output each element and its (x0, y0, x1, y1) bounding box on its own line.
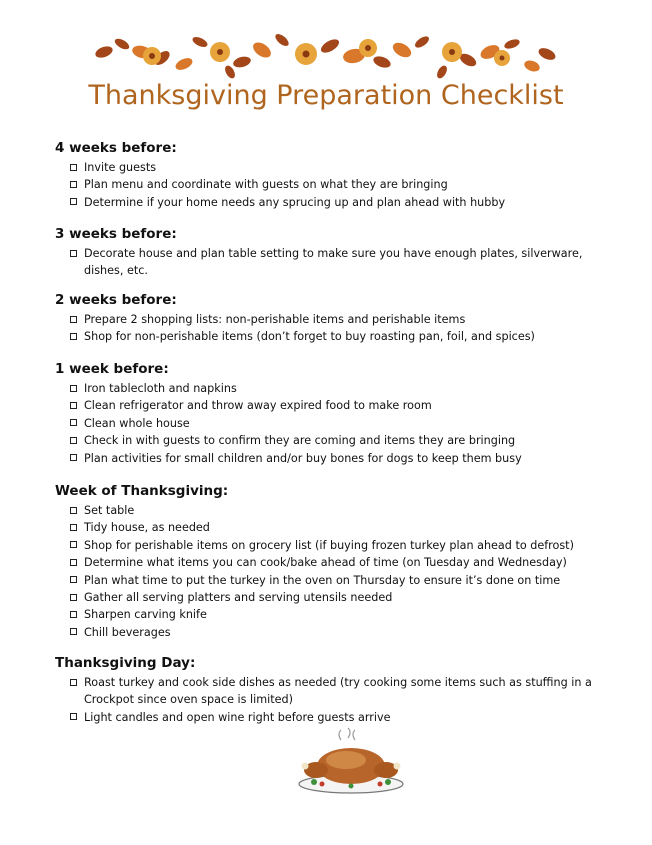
checkbox-icon (70, 559, 77, 566)
checklist-item-text: Check in with guests to confirm they are coming and items they are bringing (84, 434, 516, 448)
checklist-item-text: Plan what time to put the turkey in the oven on Thursday to ensure it’s done on time (84, 573, 561, 587)
section-heading: 2 weeks before: (55, 292, 177, 308)
checkbox-icon (70, 316, 77, 323)
checkbox-icon (70, 454, 77, 461)
checklist-item (55, 450, 615, 467)
page-title: Thanksgiving Preparation Checklist (88, 80, 564, 111)
checklist-item (55, 328, 615, 345)
checklist-item (55, 537, 615, 554)
checklist-item (55, 554, 615, 571)
checklist-item-text: Shop for perishable items on grocery list (if buying frozen turkey plan ahead to defrost) (84, 538, 574, 552)
checkbox-icon (70, 419, 77, 426)
checklist-section (55, 292, 615, 346)
checklist-section (55, 655, 615, 726)
checklist-item-text: Chill beverages (84, 625, 171, 639)
checklist-item-text: Tidy house, as needed (84, 521, 210, 535)
checklist-item-text: Shop for non-perishable items (don’t forget to buy roasting pan, foil, and spices) (84, 330, 535, 344)
checkbox-icon (70, 713, 77, 720)
checkbox-icon (70, 611, 77, 618)
checkbox-icon (70, 679, 77, 686)
checkbox-icon (70, 541, 77, 548)
checklist-item (55, 709, 615, 726)
checkbox-icon (70, 507, 77, 514)
section-heading: 3 weeks before: (55, 226, 177, 242)
checkbox-icon (70, 164, 77, 171)
checklist-item-text: Sharpen carving knife (84, 608, 207, 622)
checkbox-icon (70, 402, 77, 409)
checklist-item (55, 432, 615, 449)
checklist-item-text: Determine if your home needs any sprucing up and plan ahead with hubby (84, 195, 506, 209)
checkbox-icon (70, 181, 77, 188)
section-heading: 4 weeks before: (55, 140, 177, 156)
checklist-item (55, 176, 615, 193)
checklist-section (55, 361, 615, 467)
checkbox-icon (70, 594, 77, 601)
checklist-item (55, 380, 615, 397)
checklist-item-text: Invite guests (84, 161, 157, 174)
checklist-item (55, 397, 615, 414)
checkbox-icon (70, 628, 77, 635)
checklist-item (55, 502, 615, 519)
autumn-leaf-garland-illustration (92, 22, 562, 84)
checkbox-icon (70, 524, 77, 531)
checkbox-icon (70, 576, 77, 583)
checklist-item-text: Set table (84, 504, 135, 517)
roast-turkey-illustration (296, 726, 406, 796)
checklist-section (55, 483, 615, 641)
checklist-item-text: Light candles and open wine right before guests arrive (84, 710, 391, 724)
section-heading: Thanksgiving Day: (55, 655, 196, 671)
checklist-item (55, 674, 615, 709)
checkbox-icon (70, 198, 77, 205)
checklist-item-text: Clean refrigerator and throw away expired food to make room (84, 399, 432, 413)
checklist-item-text: Prepare 2 shopping lists: non-perishable items and perishable items (84, 313, 466, 326)
checkbox-icon (70, 437, 77, 444)
section-heading: 1 week before: (55, 361, 169, 377)
checklist-section (55, 226, 615, 280)
checkbox-icon (70, 385, 77, 392)
checklist-item-text: Decorate house and plan table setting to make sure you have enough plates, silverware, dishes, etc. (84, 247, 583, 278)
checklist-item (55, 245, 615, 280)
checklist-section (55, 140, 615, 211)
checklist-item (55, 194, 615, 211)
checkbox-icon (70, 250, 77, 257)
checklist-item (55, 519, 615, 536)
checklist-item (55, 606, 615, 623)
checklist-item-text: Clean whole house (84, 416, 190, 430)
checkbox-icon (70, 333, 77, 340)
checklist-item (55, 589, 615, 606)
checklist-item-text: Roast turkey and cook side dishes as needed (try cooking some items such as stuffing in a Crockpot since oven space is limited) (84, 676, 592, 707)
checklist-item-text: Iron tablecloth and napkins (84, 382, 237, 395)
checklist-item-text: Plan menu and coordinate with guests on what they are bringing (84, 178, 448, 192)
checklist-item (55, 159, 615, 176)
checklist-item-text: Determine what items you can cook/bake ahead of time (on Tuesday and Wednesday) (84, 556, 567, 570)
section-heading: Week of Thanksgiving: (55, 483, 229, 499)
checklist-item (55, 624, 615, 641)
checklist-item-text: Gather all serving platters and serving utensils needed (84, 591, 393, 605)
checklist-item-text: Plan activities for small children and/or buy bones for dogs to keep them busy (84, 451, 522, 465)
checklist-item (55, 311, 615, 328)
checklist-item (55, 415, 615, 432)
checklist-item (55, 572, 615, 589)
